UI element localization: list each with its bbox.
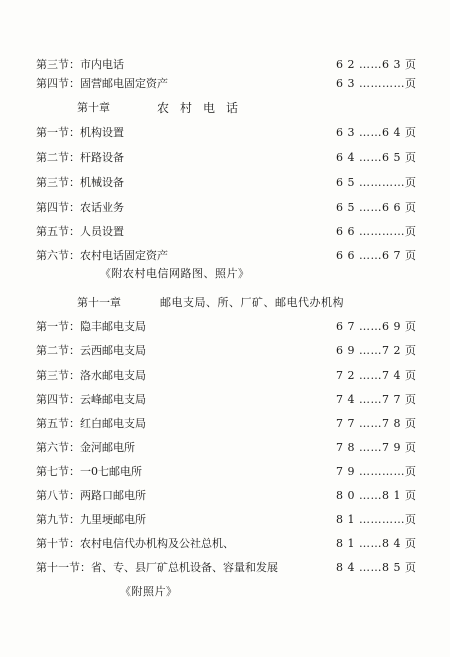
chapter-heading [0, 293, 450, 313]
note-text: 《附照片》 [120, 585, 178, 598]
entry-pages: 6 6 ……6 7 页 [336, 249, 417, 262]
chapter-number: 第十章 [77, 101, 110, 114]
toc-entry [0, 510, 450, 530]
entry-label: 第一节：机构设置 [36, 126, 124, 139]
toc-entry [0, 462, 450, 482]
entry-label: 第四节：农话业务 [36, 201, 124, 214]
chapter-number: 第十一章 [77, 296, 121, 309]
entry-pages: 8 1 …………页 [336, 513, 417, 526]
entry-pages: 7 7 ……7 8 页 [336, 417, 417, 430]
entry-label: 第二节：云西邮电支局 [36, 344, 146, 357]
entry-label: 第八节：两路口邮电所 [36, 489, 146, 502]
entry-pages: 7 8 ……7 9 页 [336, 441, 417, 454]
entry-pages: 6 3 ……6 4 页 [336, 126, 417, 139]
toc-entry [0, 486, 450, 506]
chapter-heading [0, 98, 450, 118]
toc-entry [0, 246, 450, 266]
entry-label: 第四节：固营邮电固定资产 [36, 77, 168, 90]
toc-entry [0, 173, 450, 193]
entry-pages: 6 6 …………页 [336, 225, 417, 238]
note-text: 《附农村电信网路图、照片》 [100, 267, 250, 280]
toc-entry [0, 534, 450, 554]
entry-label: 第六节：农村电话固定资产 [36, 249, 168, 262]
chapter-title: 农村电话 [157, 101, 250, 115]
entry-pages: 8 0 ……8 1 页 [336, 489, 417, 502]
toc-entry [0, 317, 450, 337]
toc-entry [0, 148, 450, 168]
toc-entry [0, 366, 450, 386]
entry-pages: 6 7 ……6 9 页 [336, 320, 417, 333]
entry-label: 第四节：云峰邮电支局 [36, 393, 146, 406]
entry-pages: 6 2 ……6 3 页 [336, 58, 417, 71]
entry-pages: 7 4 ……7 7 页 [336, 393, 417, 406]
entry-pages: 6 3 …………页 [336, 77, 417, 90]
entry-label: 第六节：金河邮电所 [36, 441, 135, 454]
toc-entry [0, 123, 450, 143]
entry-label: 第三节：市内电话 [36, 58, 124, 71]
entry-label: 第七节：一0七邮电所 [36, 465, 142, 478]
toc-entry [0, 341, 450, 361]
toc-entry [0, 414, 450, 434]
toc-entry [0, 198, 450, 218]
entry-pages: 6 5 ……6 6 页 [336, 201, 417, 214]
entry-label: 第二节：杆路设备 [36, 151, 124, 164]
entry-pages: 7 9 …………页 [336, 465, 417, 478]
entry-pages: 8 4 ……8 5 页 [336, 561, 417, 574]
entry-label: 第五节：红白邮电支局 [36, 417, 146, 430]
entry-label: 第十节：农村电信代办机构及公社总机、 [36, 537, 234, 550]
entry-pages: 6 4 ……6 5 页 [336, 151, 417, 164]
toc-entry [0, 390, 450, 410]
toc-entry [0, 558, 450, 578]
chapter-title: 邮电支局、所、厂矿、邮电代办机构 [160, 296, 344, 309]
toc-entry [0, 55, 450, 75]
entry-pages: 6 9 ……7 2 页 [336, 344, 417, 357]
entry-label: 第一节：隐丰邮电支局 [36, 320, 146, 333]
toc-entry [0, 438, 450, 458]
toc-entry [0, 222, 450, 242]
entry-label: 第九节：九里埂邮电所 [36, 513, 146, 526]
entry-pages: 7 2 ……7 4 页 [336, 369, 417, 382]
entry-label: 第三节：机械设备 [36, 176, 124, 189]
toc-entry [0, 74, 450, 94]
appendix-note [0, 582, 450, 602]
entry-label: 第三节：洛水邮电支局 [36, 369, 146, 382]
entry-label: 第五节：人员设置 [36, 225, 124, 238]
entry-pages: 6 5 …………页 [336, 176, 417, 189]
entry-label: 第十一节：省、专、县厂矿总机设备、容量和发展 [36, 561, 278, 574]
entry-pages: 8 1 ……8 4 页 [336, 537, 417, 550]
appendix-note [0, 264, 450, 284]
